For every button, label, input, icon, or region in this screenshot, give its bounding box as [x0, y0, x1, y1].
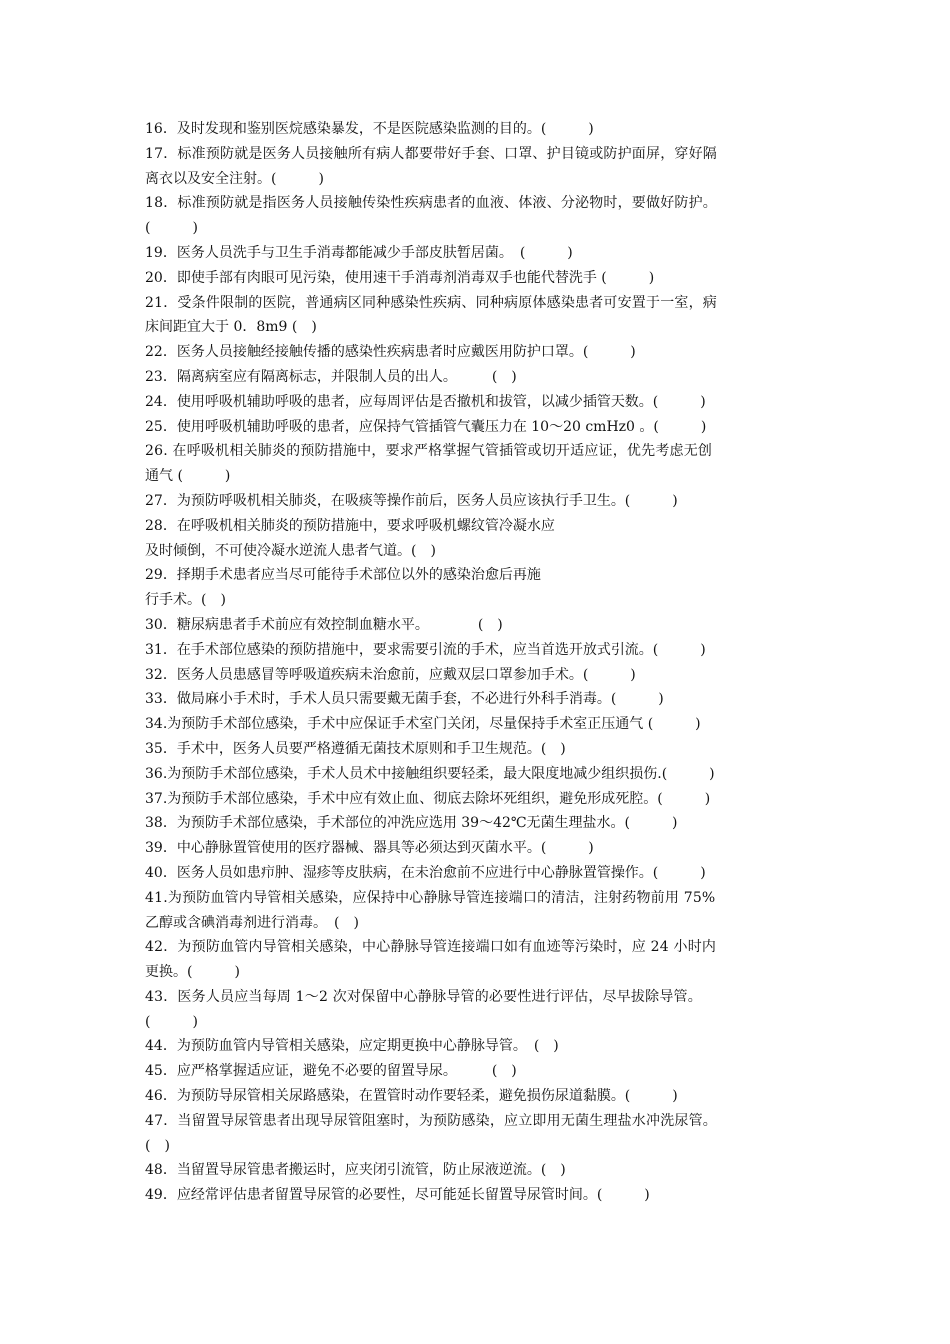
text-line: 22．医务人员接触经接触传播的感染性疾病患者时应戴医用防护口罩。( ): [145, 344, 636, 361]
text-line: 30．糖尿病患者手术前应有效控制血糖水平。 ( ): [145, 616, 503, 633]
text-line: 31．在手术部位感染的预防措施中，要求需要引流的手术，应当首选开放式引流。( ): [145, 641, 706, 658]
text-line: 33．做局麻小手术时，手术人员只需要戴无菌手套，不必进行外科手消毒。( ): [145, 691, 664, 708]
text-line: 46．为预防导尿管相关尿路感染，在置管时动作要轻柔，避免损伤尿道黏膜。( ): [145, 1088, 678, 1105]
text-line: 床间距宜大于 0．8m9 ( ): [145, 319, 317, 336]
text-line: 通气 ( ): [145, 468, 231, 485]
text-line: 42．为预防血管内导管相关感染，中心静脉导管连接端口如有血迹等污染时，应 24 小时内: [145, 939, 717, 956]
text-line: 28．在呼吸机相关肺炎的预防措施中，要求呼吸机螺纹管冷凝水应: [145, 517, 555, 534]
document-page: [145, 117, 813, 1208]
text-line: 41.为预防血管内导管相关感染，应保持中心静脉导管连接端口的清洁，注射药物前用 75%: [145, 889, 716, 906]
text-line: 21．受条件限制的医院，普通病区同种感染性疾病、同种病原体感染患者可安置于一室，病: [145, 294, 718, 311]
text-line: 及时倾倒，不可使冷凝水逆流人患者气道。( ): [145, 542, 436, 559]
text-line: 23．隔离病室应有隔离标志，并限制人员的出人。 ( ): [145, 368, 517, 385]
text-line: 27．为预防呼吸机相关肺炎，在吸痰等操作前后，医务人员应该执行手卫生。( ): [145, 492, 678, 509]
text-line: 44．为预防血管内导管相关感染，应定期更换中心静脉导管。 ( ): [145, 1038, 559, 1055]
text-line: 行手术。( ): [145, 592, 226, 609]
text-line: 38．为预防手术部位感染，手术部位的冲洗应选用 39～42℃无菌生理盐水。( ): [145, 815, 678, 832]
text-line: 37.为预防手术部位感染，手术中应有效止血、彻底去除坏死组织，避免形成死腔。( ): [145, 790, 711, 807]
text-line: 17．标准预防就是医务人员接触所有病人都要带好手套、口罩、护目镜或防护面屏，穿好隔: [145, 145, 718, 162]
text-line: 19．医务人员洗手与卫生手消毒都能减少手部皮肤暂居菌。 ( ): [145, 244, 573, 261]
text-line: 25．使用呼吸机辅助呼吸的患者，应保持气管插管气囊压力在 10～20 cmHz0 。( ): [145, 418, 707, 435]
text-line: 48．当留置导尿管患者搬运时，应夹闭引流管，防止尿液逆流。( ): [145, 1162, 566, 1179]
text-line: 16．及时发现和鉴别医烷感染暴发，不是医院感染监测的目的。( ): [145, 121, 594, 137]
text-line: 45．应严格掌握适应证，避免不必要的留置导尿。 ( ): [145, 1063, 517, 1080]
text-line: 40．医务人员如患疖肿、湿疹等皮肤病，在未治愈前不应进行中心静脉置管操作。( ): [145, 864, 706, 881]
text-line: 更换。( ): [145, 964, 240, 981]
text-line: 34.为预防手术部位感染，手术中应保证手术室门关闭，尽量保持手术室正压通气 ( ): [145, 716, 701, 733]
text-line: ( ): [145, 1137, 170, 1154]
text-line: 32．医务人员患感冒等呼吸道疾病未治愈前，应戴双层口罩参加手术。( ): [145, 666, 636, 683]
text-line: 49．应经常评估患者留置导尿管的必要性，尽可能延长留置导尿管时间。( ): [145, 1187, 650, 1204]
text-line: 36.为预防手术部位感染，手术人员术中接触组织要轻柔，最大限度地减少组织损伤.( ): [145, 765, 715, 782]
text-line: 18．标准预防就是指医务人员接触传染性疾病患者的血液、体液、分泌物时，要做好防护。: [145, 195, 718, 212]
text-line: 43．医务人员应当每周 1～2 次对保留中心静脉导管的必要性进行评估，尽早拔除导管。: [145, 988, 702, 1005]
text-line: 29．择期手术患者应当尽可能待手术部位以外的感染治愈后再施: [145, 567, 541, 584]
text-line: ( ): [145, 220, 198, 237]
text-line: 26. 在呼吸机相关肺炎的预防措施中，要求严格掌握气管插管或切开适应证，优先考虑无创: [145, 443, 713, 460]
text-line: 乙醇或含碘消毒剂进行消毒。 ( ): [145, 914, 359, 931]
text-line: 35．手术中，医务人员要严格遵循无菌技术原则和手卫生规范。( ): [145, 740, 566, 757]
text-line: 20．即使手部有肉眼可见污染，使用速干手消毒剂消毒双手也能代替洗手 ( ): [145, 269, 655, 286]
text-line: 离衣以及安全注射。( ): [145, 170, 324, 187]
text-line: ( ): [145, 1013, 198, 1030]
text-line: 24．使用呼吸机辅助呼吸的患者，应每周评估是否撤机和拔管，以减少插管天数。( ): [145, 393, 706, 410]
text-line: 47．当留置导尿管患者出现导尿管阻塞时，为预防感染，应立即用无菌生理盐水冲洗尿管。: [145, 1112, 718, 1129]
text-line: 39．中心静脉置管使用的医疗器械、器具等必须达到灭菌水平。( ): [145, 840, 594, 857]
